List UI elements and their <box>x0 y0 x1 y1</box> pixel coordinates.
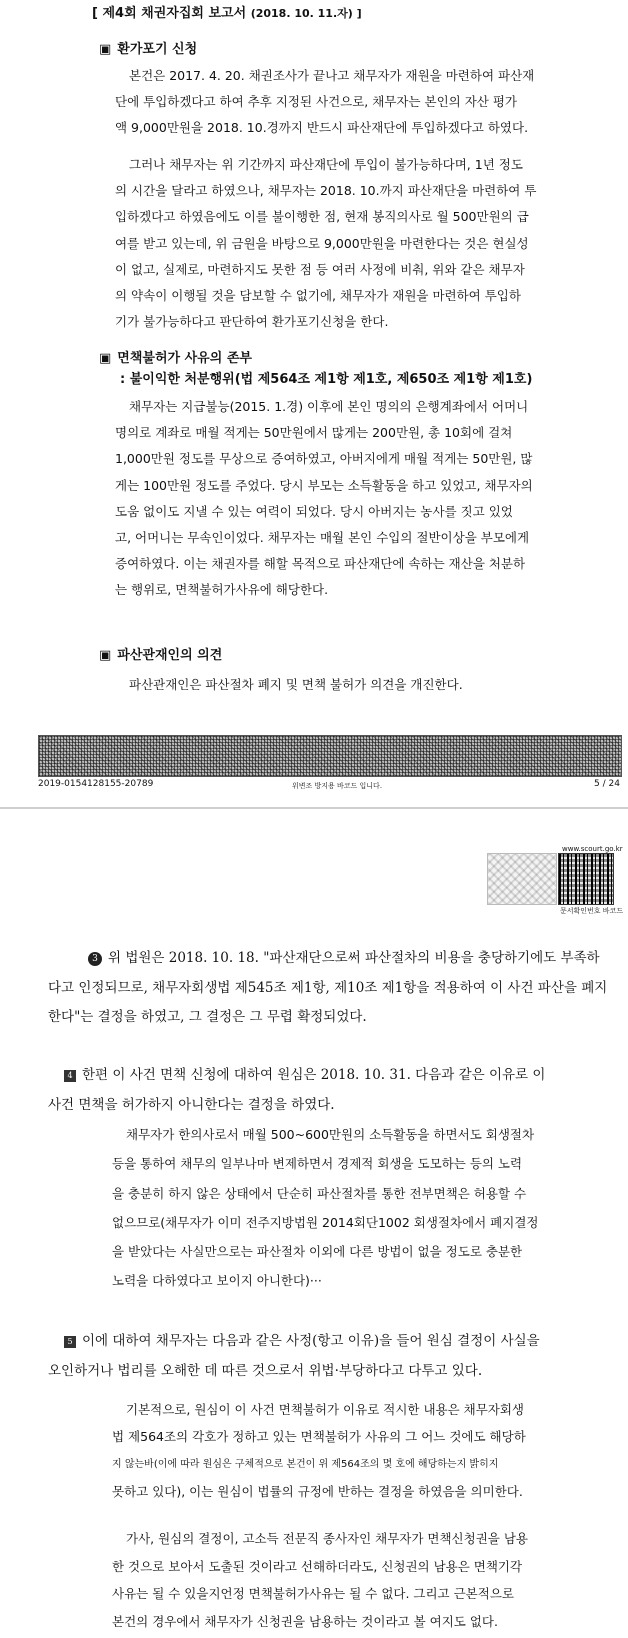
page-number: 5 / 24 <box>594 779 620 789</box>
item-3 <box>48 944 607 1033</box>
text-line: 등을 통하여 채무의 일부나마 변제하면서 경제적 회생을 도모하는 등의 노력 <box>112 1156 523 1172</box>
text-line: 그러나 채무자는 위 기간까지 파산재단에 투입이 불가능하다며, 1년 정도 <box>129 157 523 172</box>
text-line: 단에 투입하겠다고 하여 추후 지정된 사건으로, 채무자는 본인의 자산 평가 <box>115 94 517 110</box>
section1-paragraph1 <box>115 63 534 142</box>
security-pattern <box>487 853 557 905</box>
text-line: 못하고 있다), 이는 원심이 법률의 규정에 반하는 결정을 하였음을 의미한다. <box>112 1484 523 1500</box>
text-line: 1,000만원 정도를 무상으로 증여하였고, 아버지에게 매월 적게는 50만원, 많 <box>115 451 533 467</box>
text-line: 이 없고, 실제로, 마련하지도 못한 점 등 여러 사정에 비춰, 위와 같은 채무자 <box>115 261 525 277</box>
text-line: 가사, 원심의 결정이, 고소득 전문직 종사자인 채무자가 면책신청권을 남용 <box>126 1531 528 1546</box>
report-header-title: [ 제4회 채권자집회 보고서 <box>92 6 247 21</box>
text-line: 을 받았다는 사실만으로는 파산절차 이외에 다른 방법이 없을 정도로 충분한 <box>112 1244 523 1260</box>
text-line: 도움 없이도 지낼 수 있는 여력이 되었다. 당시 아버지는 농사를 짓고 있었 <box>115 503 513 519</box>
text-line: 본건은 2017. 4. 20. 채권조사가 끝나고 채무자가 재원을 마련하여 파산재 <box>129 68 535 83</box>
square-box-icon: ▣ <box>99 648 112 663</box>
item-5 <box>48 1327 540 1386</box>
text-line: 채무자가 한의사로서 매월 500~600만원의 소득활동을 하면서도 회생절차 <box>126 1127 535 1142</box>
text-line: 기본적으로, 원심이 이 사건 면책불허가 이유로 적시한 내용은 채무자회생 <box>126 1402 525 1417</box>
text-line: 이에 대하여 채무자는 다음과 같은 사정(항고 이유)을 들어 원심 결정이 사실을 <box>82 1333 540 1349</box>
section-title-discharge <box>99 347 252 366</box>
text-line: 한편 이 사건 면책 신청에 대하여 원심은 2018. 10. 31. 다음과 같은 이유로 이 <box>82 1067 546 1083</box>
text-line: 오인하거나 법리를 오해한 데 따른 것으로서 위법·부당하다고 다투고 있다. <box>48 1362 483 1379</box>
doc-number: 2019-0154128155-20789 <box>38 779 154 789</box>
text-line: 고, 어머니는 무속인이었다. 채무자는 매월 본인 수입의 절반이상을 부모에게 <box>115 530 530 546</box>
number-4-icon: 4 <box>64 1070 76 1082</box>
section-title-text: 환가포기 신청 <box>117 42 198 57</box>
verification-qr-code <box>558 853 614 905</box>
text-line: 사건 면책을 허가하지 아니한다는 결정을 하였다. <box>48 1096 335 1113</box>
section3-paragraph: 파산관재인은 파산절차 폐지 및 면책 불허가 의견을 개진한다. <box>129 677 463 692</box>
report-header-date: (2018. 10. 11.자) ] <box>250 7 362 20</box>
text-line: 는 행위로, 면책불허가사유에 해당한다. <box>115 582 329 598</box>
text-line: 증여하였다. 이는 채권자를 해할 목적으로 파산재단에 속하는 재산을 처분하 <box>115 556 526 572</box>
qr-caption: 문서확인번호 바코드 <box>560 907 624 915</box>
text-line: 여를 받고 있는데, 위 금원을 바탕으로 9,000만원을 마련한다는 것은 현실성 <box>115 235 529 251</box>
text-line: 의 시간을 달라고 하였으나, 채무자는 2018. 10.까지 파산재단을 마련하여 투 <box>115 183 537 199</box>
number-5-icon: 5 <box>64 1336 76 1348</box>
text-line: 본건의 경우에서 채무자가 신청권을 남용하는 것이라고 볼 여지도 없다. <box>112 1613 498 1629</box>
section-subtitle: : 불이익한 처분행위(법 제564조 제1항 제1호, 제650조 제1항 제1호) <box>120 372 533 387</box>
barcode-caption: 위변조 방지용 바코드 입니다. <box>292 782 383 790</box>
section-title-abandon <box>99 38 197 57</box>
text-line: 사유는 될 수 있을지언정 면책불허가사유는 될 수 없다. 그리고 근본적으로 <box>112 1586 514 1602</box>
text-line: 노력을 다하였다고 보이지 아니한다)··· <box>112 1273 322 1289</box>
square-box-icon: ▣ <box>99 351 112 366</box>
text-line: 지 않는바(이에 따라 원심은 구체적으로 본건이 위 제564조의 몇 호에 해당하는지 밝히지 <box>112 1458 499 1470</box>
text-line: 액 9,000만원을 2018. 10.경까지 반드시 파산재단에 투입하겠다고 하였다. <box>115 120 529 136</box>
quote-appeal-reason-2 <box>112 1525 528 1635</box>
page-divider <box>0 807 628 809</box>
section2-paragraph <box>115 394 533 604</box>
text-line: 채무자는 지급불능(2015. 1.경) 이후에 본인 명의의 은행계좌에서 어머니 <box>129 399 529 414</box>
text-line: 다고 인정되므로, 채무자회생법 제545조 제1항, 제10조 제1항을 적용하여 이 사건 파산을 폐지 <box>48 979 608 996</box>
text-line: 법 제564조의 각호가 정하고 있는 면책불허가 사유의 그 어느 것에도 해당하 <box>112 1429 526 1445</box>
text-line: 을 충분히 하지 않은 상태에서 단순히 파산절차를 통한 전부면책은 허용할 수 <box>112 1185 527 1201</box>
section1-paragraph2 <box>115 152 536 335</box>
text-line: 게는 100만원 정도를 주었다. 당시 부모는 소득활동을 하고 있었고, 채무자의 <box>115 477 533 493</box>
text-line: 위 법원은 2018. 10. 18. "파산재단으로써 파산절차의 비용을 충당하기에도 부족하 <box>108 950 600 966</box>
section-title-text: 면책불허가 사유의 존부 <box>117 351 252 366</box>
item-4 <box>48 1061 545 1120</box>
quote-appeal-reason-1 <box>112 1396 526 1506</box>
text-line: 입하겠다고 하였음에도 이를 불이행한 점, 현재 봉직의사로 월 500만원의 급 <box>115 209 529 225</box>
text-line: 의 약속이 이행될 것을 담보할 수 없기에, 채무자가 재원을 마련하여 투입하 <box>115 288 521 304</box>
text-line: 기가 불가능하다고 판단하여 환가포기신청을 한다. <box>115 314 389 330</box>
text-line: 명의로 계좌로 매월 적게는 50만원에서 많게는 200만원, 총 10회에 걸쳐 <box>115 425 513 441</box>
number-3-icon: 3 <box>88 952 102 966</box>
square-box-icon: ▣ <box>99 42 112 57</box>
document-page-5 <box>0 0 628 795</box>
section-title-text: 파산관재인의 의견 <box>117 648 223 663</box>
anti-forgery-barcode <box>38 735 622 777</box>
section-title-trustee <box>99 644 222 663</box>
quote-original-decision <box>112 1120 538 1296</box>
court-url: www.scourt.go.kr <box>562 845 623 853</box>
text-line: 한 것으로 보아서 도출된 것이라고 선해하더라도, 신청권의 남용은 면책기각 <box>112 1558 523 1574</box>
report-header <box>92 2 362 21</box>
text-line: 없으므로(채무자가 이미 전주지방법원 2014회단1002 회생절차에서 폐지결정 <box>112 1214 539 1230</box>
text-line: 한다"는 결정을 하였고, 그 결정은 그 무렵 확정되었다. <box>48 1009 367 1025</box>
